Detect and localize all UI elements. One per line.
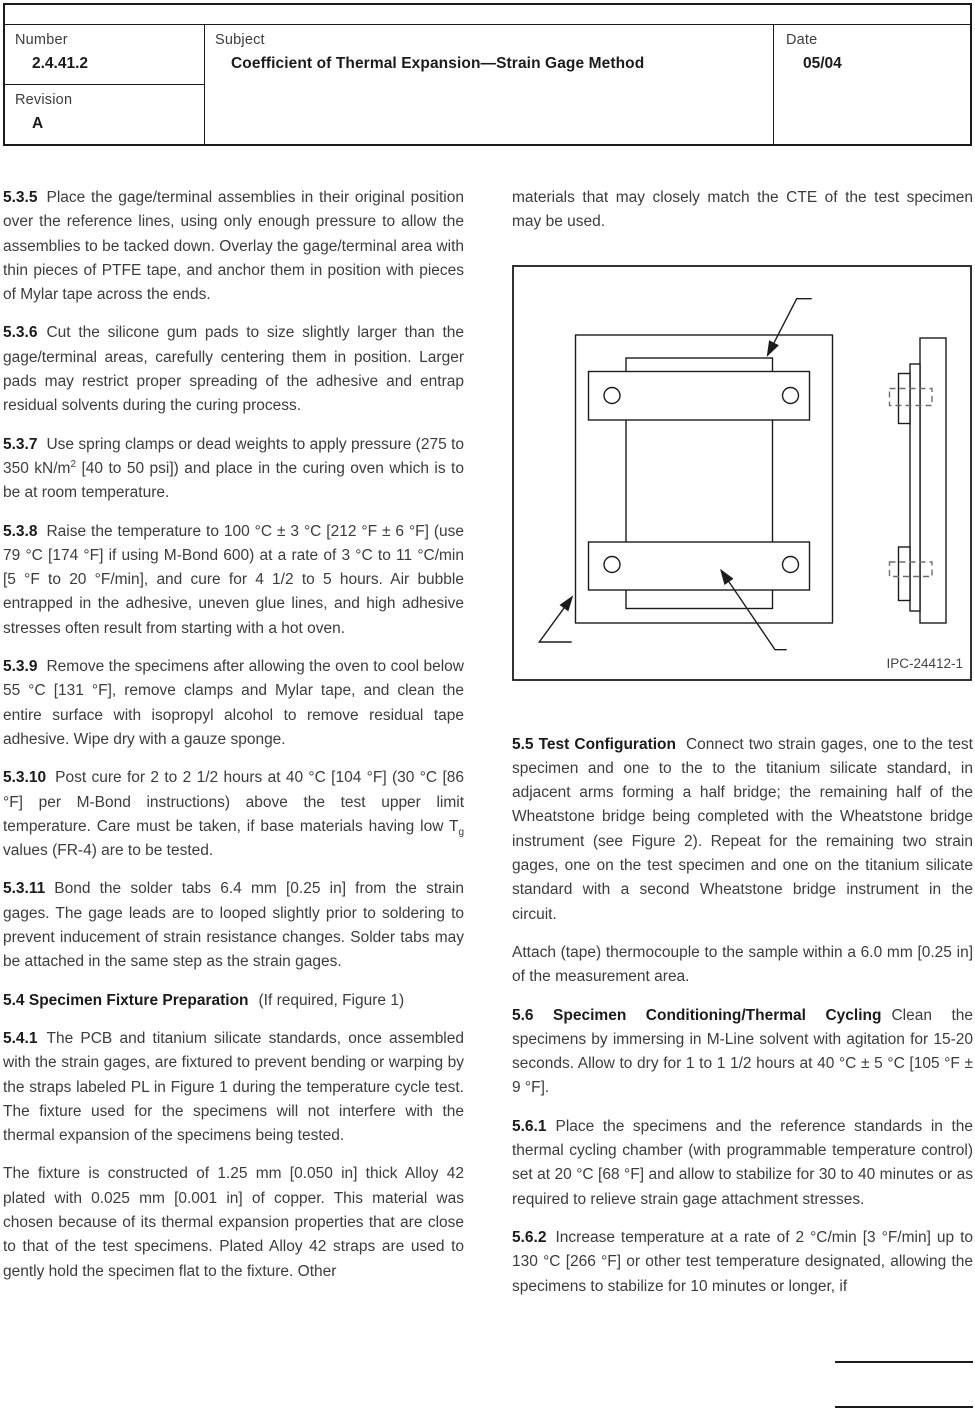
date-cell xyxy=(774,25,970,144)
figure-id-label: IPC-24412-1 xyxy=(886,655,963,671)
paragraph-5-3-9 xyxy=(3,655,464,752)
paragraph-text: Raise the temperature to 100 °C ± 3 °C [212 °F ± 6 °F] (use 79 °C [174 °F] if using M-Bond 600) at a rate of 3 °C to 11 °C/min [5 °F to 20 °F/min], and cure for 4 1/2 to 5 hours. Air bubble entrapped in the adhesive, uneven glue lines, and high adhesive stresses often result from starting with a hot oven. xyxy=(3,522,464,637)
screw-hole xyxy=(604,387,620,403)
paragraph-text: Post cure for 2 to 2 1/2 hours at 40 °C [104 °F] (30 °C [86 °F] per M-Bond instructions) above the test upper limit temperature. Care must be taken, if base materials having low T xyxy=(3,769,464,835)
paragraph-text: Place the specimens and the reference standards in the thermal cycling chamber (with programmable temperature control) set at 20 °C [68 °F] and allow to stabilize for 30 to 40 minutes or as required to relieve strain gage attachment stresses. xyxy=(512,1117,973,1208)
section-number: 5.3.10 xyxy=(3,769,47,787)
paragraph-text: values (FR-4) are to be tested. xyxy=(3,842,214,860)
paragraph-text: The fixture is constructed of 1.25 mm [0.050 in] thick Alloy 42 plated with 0.025 mm [0.001 in] of copper. This material was chosen because of its thermal expansion properties that are close to that of the test specimens. Plated Alloy 42 straps are used to gently hold the specimen flat to the fixture. Other xyxy=(3,1165,464,1280)
strap-bottom xyxy=(589,542,810,590)
paragraph-fixture xyxy=(3,1162,464,1283)
subject-cell xyxy=(205,25,774,144)
fixture-plate-side xyxy=(920,338,946,623)
paragraph-text: Place the gage/terminal assemblies in their original position over the reference lines, using only enough pressure to allow the assemblies to be tacked down. Overlay the gage/terminal area with thin pieces of PTFE tape, and anchor them in position with pieces of Mylar tape across the ends. xyxy=(3,189,464,304)
paragraph-5-3-6 xyxy=(3,321,464,418)
paragraph-text: The PCB and titanium silicate standards, once assembled with the strain gages, are fixtured to prevent bending or warping by the straps labeled PL in Figure 1 during the temperature cycle test. The fixture used for the specimens will not interfere with the thermal expansion of the specimens being tested. xyxy=(3,1029,464,1145)
paragraph-5-4-1 xyxy=(3,1027,464,1148)
paragraph-5-6-1 xyxy=(512,1115,973,1212)
fixture-top-view xyxy=(576,335,833,623)
right-column xyxy=(512,186,973,1313)
paragraph-text: Connect two strain gages, one to the test specimen and one to the to the titanium silicate standard, in adjacent arms forming a half bridge; the remaining half of the Wheatstone bridge being completed with the Wheatstone bridge instrument (see Figure 2). Repeat for the remaining two strain gages, one on the test specimen and one on the titanium silicate standard with a second Wheatstone bridge instrument in the circuit. xyxy=(512,735,973,923)
left-column xyxy=(3,186,464,1298)
footnote-rule-bottom xyxy=(835,1406,973,1408)
header-main-row xyxy=(5,25,970,144)
paragraph-5-3-8 xyxy=(3,520,464,641)
figure-1-drawing xyxy=(512,265,972,681)
specimen-side xyxy=(910,364,920,611)
screw-hole xyxy=(783,556,799,572)
section-number: 5.3.7 xyxy=(3,435,38,453)
number-label: Number xyxy=(15,32,68,48)
strap-top-side xyxy=(899,373,911,423)
revision-value: A xyxy=(32,115,44,132)
date-value: 05/04 xyxy=(803,55,842,72)
paragraph-text: materials that may closely match the CTE of the test specimen may be used. xyxy=(512,189,973,231)
paragraph-5-3-7 xyxy=(3,433,464,506)
heading-5-4 xyxy=(3,989,464,1013)
paragraph-attach xyxy=(512,941,973,990)
paragraph-text: [40 to 50 psi]) and place in the curing oven which is to be at room temperature. xyxy=(3,459,464,502)
revision-cell xyxy=(5,85,204,144)
number-value: 2.4.41.2 xyxy=(32,55,89,72)
subject-label: Subject xyxy=(215,32,265,48)
section-number: 5.3.5 xyxy=(3,189,38,206)
section-number: 5.6.1 xyxy=(512,1117,547,1135)
paragraph-5-3-11 xyxy=(3,877,464,974)
subscript: g xyxy=(458,826,464,838)
date-label: Date xyxy=(786,32,818,48)
section-number: 5.4.1 xyxy=(3,1029,38,1047)
paragraph-text: Increase temperature at a rate of 2 °C/min [3 °F/min] up to 130 °C [266 °F] or other test temperature designated, allowing the specimens to stabilize for 10 minutes or longer, if xyxy=(512,1228,973,1295)
paragraph-text: Bond the solder tabs 6.4 mm [0.25 in] from the strain gages. The gage leads are to looped slightly prior to soldering to prevent inducement of strain resistance changes. Solder tabs may be attached in the same step as the strain gages. xyxy=(3,880,464,971)
screw-hole xyxy=(604,556,620,572)
number-cell xyxy=(5,25,204,85)
paragraph-5-3-5 xyxy=(3,186,464,307)
subject-title: Coefficient of Thermal Expansion—Strain Gage Method xyxy=(231,55,645,72)
superscript: 2 xyxy=(70,458,77,470)
header-left-column xyxy=(5,25,205,144)
section-number: 5.3.6 xyxy=(3,324,38,342)
header-top-strip xyxy=(5,5,970,25)
screw-hole xyxy=(783,387,799,403)
revision-label: Revision xyxy=(15,92,73,108)
header-table xyxy=(3,3,972,146)
heading-suffix: (If required, Figure 1) xyxy=(258,991,405,1009)
paragraph-text: Attach (tape) thermocouple to the sample within a 6.0 mm [0.25 in] of the measurement area. xyxy=(512,943,973,986)
paragraph-text: Use spring clamps or dead weights to apply pressure (275 to 350 kN/m xyxy=(3,435,464,477)
paragraph-intro-continued xyxy=(512,186,973,235)
section-number: 5.3.9 xyxy=(3,658,38,676)
section-number: 5.3.8 xyxy=(3,522,38,540)
section-heading: 5.4 Specimen Fixture Preparation xyxy=(3,991,249,1009)
strap-bottom-side xyxy=(899,547,911,601)
paragraph-5-6-2 xyxy=(512,1226,973,1299)
paragraph-text: Cut the silicone gum pads to size slightly larger than the gage/terminal areas, carefully centering them in position. Larger pads may restrict proper spreading of the adhesive and entrap residual solvents during the curing process. xyxy=(3,324,464,415)
figure-1 xyxy=(512,265,972,681)
section-heading: 5.5 Test Configuration xyxy=(512,735,676,753)
paragraph-5-5 xyxy=(512,733,973,927)
paragraph-text: Remove the specimens after allowing the oven to cool below 55 °C [131 °F], remove clamps and Mylar tape, and clean the entire surface with isopropyl alcohol to remove residual tape adhesive. Wipe dry with a gauze sponge. xyxy=(3,658,464,748)
section-number: 5.6.2 xyxy=(512,1228,547,1246)
footnote-rule-top xyxy=(835,1361,973,1363)
paragraph-5-3-10 xyxy=(3,766,464,863)
paragraph-text: Clean the specimens by immersing in M-Line solvent with agitation for 15-20 seconds. Allow to dry for 1 to 1 1/2 hours at 40 °C ± 5 °C [105 °F ± 9 °F]. xyxy=(512,1006,973,1097)
paragraph-5-6 xyxy=(512,1004,973,1101)
strap-top xyxy=(589,371,810,420)
section-heading: 5.6 Specimen Conditioning/Thermal Cycling xyxy=(512,1006,882,1024)
section-number: 5.3.11 xyxy=(3,880,46,898)
